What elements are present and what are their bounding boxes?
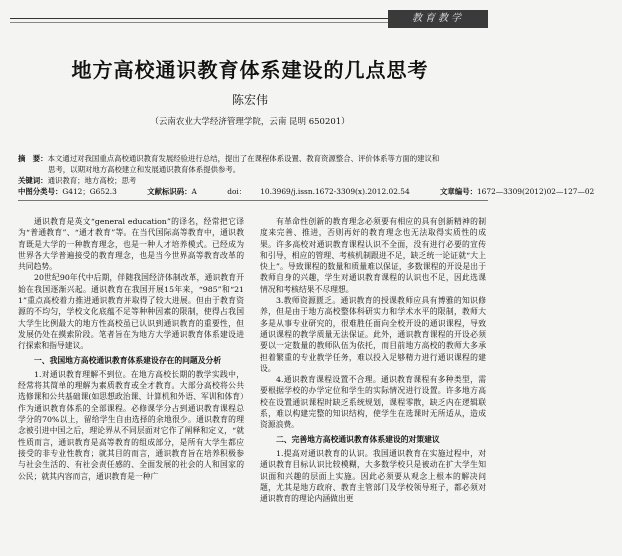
section-tag: 教育教学: [388, 10, 488, 28]
doi-label: doi：: [227, 187, 247, 196]
abstract-row: [18, 153, 488, 164]
body-paragraph: 通识教育是英文“general education”的译名，经常把它译为“普通教育”、“通才教育”等。在当代国际高等教育中，通识教育既是大学的一种教育理念，也是一种人才培养模式。已经成为世界各大学普遍接受的教育理念，也是当今世界高等教育改革的共同趋势。: [18, 217, 244, 272]
article-author: 陈宏伟: [231, 93, 268, 107]
body-paragraph: 3.教师资源匮乏。通识教育的授课教师应具有博雅的知识修养，但是由于地方高校整体科研实力和学术水平的限制，教师大多是从事专业研究的，很难胜任面向全校开设的通识课程，导致通识课程的教学质量无法保证。此外，通识教育课程的开设必须要以一定数量的教师队伍为依托，而目前地方高校的教师大多承担着繁重的专业教学任务，难以投入足够精力进行通识课程的建设。: [260, 296, 486, 373]
header-rule-top: [10, 18, 388, 19]
keywords-row: [18, 175, 488, 186]
keywords-text: 通识教育；地方高校；思考: [47, 176, 137, 185]
body-paragraph: 1.提高对通识教育的认识。我国通识教育在实施过程中，对通识教育目标认识比较模糊，大多数学校只是被动在扩大学生知识面和兴趣的层面上实施。因此必须要从观念上根本的解决问题，尤其是地方政府、教育主管部门及学校领导班子，都必须对通识教育的理论内涵做出更: [260, 448, 486, 504]
body-paragraph: 4.通识教育课程设置不合理。通识教育课程有多种类型，需要根据学校的办学定位和学生的实际情况进行设置。许多地方高校在设置通识课程时缺乏系统规划，课程零散，缺乏内在逻辑联系，难以构建完整的知识结构，使学生在选课时无所适从，造成资源浪费。: [260, 375, 486, 430]
body-left-column: [18, 216, 244, 482]
doc-code-label: 文献标识码：: [147, 187, 192, 196]
abstract-text-1: 本文通过对我国重点高校通识教育发展经验进行总结，提出了在课程体系设置、教育资源整合、评价体系等方面的建议和: [47, 154, 440, 163]
article-meta: [18, 153, 595, 197]
section-heading: 一、我国地方高校通识教育体系建设存在的问题及分析: [34, 355, 222, 365]
doi-value: 10.3969/j.issn.1672-3309(x).2012.02.54: [260, 187, 410, 196]
keywords-label: 关键词：: [18, 176, 48, 185]
meta-divider: [18, 200, 488, 201]
abstract-text-2: 思考，以期对地方高校建立和发展通识教育体系提供参考。: [48, 165, 241, 174]
article-no-value: 1672—3309(2012)02—127—02: [476, 187, 595, 196]
identifier-row: [18, 186, 595, 197]
body-right-column: [260, 216, 486, 504]
clc-value: G412；G652.3: [62, 187, 117, 196]
section-heading: 二、完善地方高校通识教育体系建设的对策建议: [276, 434, 440, 444]
header-rule-bottom: [10, 22, 388, 23]
article-affiliation: （云南农业大学经济管理学院，云南 昆明 650201）: [150, 117, 350, 127]
body-paragraph: 1.对通识教育理解不到位。在地方高校长期的教学实践中，经常将其简单的理解为素质教育或全才教育。大部分高校将公共选修课和公共基础课(如思想政治课、计算机和外语、军训和体育）作为通识教育体系的全部课程。必修课学分占到通识教育课程总学分的70%以上，留给学生自由选择的余地很少。通识教育的理念被引进中国之后，理论界从不同层面对它作了阐释和定义，“就性质而言，通识教育是高等教育的组成部分，是所有大学生都应接受的非专业性教育；就其目的而言，通识教育旨在培养积极参与社会生活的、有社会责任感的、全面发展的社会的人和国家的公民；就其内容而言，通识教育是一种广: [18, 369, 244, 481]
clc-label: 中图分类号：: [18, 187, 63, 196]
abstract-label: 摘 要：: [18, 154, 48, 163]
doc-code-value: A: [191, 187, 197, 196]
article-no-label: 文章编号：: [440, 187, 477, 196]
abstract-row-2: [18, 164, 488, 175]
article-title: 地方高校通识教育体系建设的几点思考: [71, 58, 429, 82]
body-paragraph: 20世纪90年代中后期，伴随我国经济体制改革，通识教育开始在我国逐渐兴起。通识教育在我国开展15年来，“985”和“211”重点高校着力推进通识教育并取得了较大进展。但由于教育资源的不均匀，学校文化底蕴不足等种种因素的限制，使得占我国大学生比例最大的地方性高校虽已认识到通识教育的重要性，但发展仍处在摸索阶段。笔者旨在为地方大学通识教育体系建设进行探索和指导建议。: [18, 273, 244, 351]
body-paragraph: 有革命性创新的教育理念必须要有相应的具有创新精神的制度来完善、推进，否则再好的教育理念也无法取得实质性的成果。许多高校对通识教育课程认识不全面，没有进行必要的宣传和引导，相应的管理、考核机制跟进不足，缺乏统一论证就“大上快上”。导致课程的数量和质量难以保证，多数课程的开设是出于教师自身的兴趣，学生对通识教育课程的认识也不足，因此选课情况和考核结果不尽理想。: [260, 217, 486, 294]
